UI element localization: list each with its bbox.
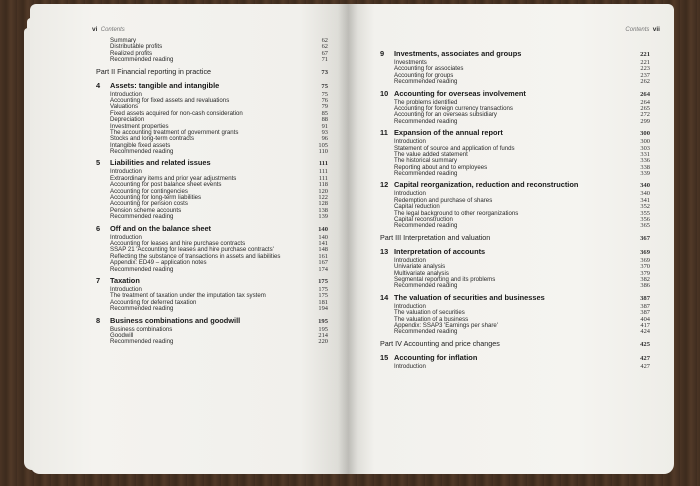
page-number: 387	[640, 302, 650, 310]
entry-title: Accounting for associates	[394, 65, 464, 73]
page-number: 96	[321, 135, 328, 143]
toc-entry	[380, 171, 650, 177]
toc-entry	[380, 79, 650, 85]
entry-title: Accounting for deferred taxation	[110, 298, 197, 306]
entry-title: Appendix: ED49 – application notes	[110, 259, 207, 267]
page-number: 424	[640, 328, 650, 336]
page-number: 93	[321, 128, 328, 136]
chapter-title: Expansion of the annual report	[394, 128, 503, 138]
toc-part-heading	[380, 234, 650, 244]
page-number: 262	[640, 78, 650, 86]
chapter-number: 10	[380, 88, 389, 98]
entry-title: Univariate analysis	[394, 263, 446, 271]
entry-title: Capital reduction	[394, 203, 440, 211]
toc-entry	[380, 329, 650, 335]
entry-title: Segmental reporting and its problems	[394, 275, 496, 283]
chapter-title: The valuation of securities and businesses	[394, 292, 545, 302]
left-page	[30, 4, 348, 474]
left-running-head: vi Contents	[92, 26, 125, 33]
page-number: 331	[640, 150, 650, 158]
page-number: 75	[321, 82, 328, 90]
page-number: 223	[640, 65, 650, 73]
toc-chapter-heading	[96, 317, 328, 327]
page-number: 367	[640, 234, 650, 242]
page-number: 161	[318, 252, 328, 260]
entry-title: Realized profits	[110, 49, 152, 57]
entry-title: Recommended reading	[394, 282, 458, 290]
entry-title: Accounting for contingencies	[110, 187, 188, 195]
toc-part-heading	[380, 340, 650, 350]
page-number: 369	[640, 248, 650, 256]
page-number: 67	[321, 49, 328, 57]
page-number: 111	[318, 160, 328, 168]
entry-title: Reflecting the substance of transactions in assets and liabilities	[110, 252, 281, 260]
page-number: 111	[318, 168, 328, 176]
page-number: 237	[640, 71, 650, 79]
page-number: 214	[318, 331, 328, 339]
page-number: 386	[640, 282, 650, 290]
entry-title: Introduction	[394, 362, 426, 370]
entry-title: Introduction	[110, 233, 142, 241]
page-number: 382	[640, 275, 650, 283]
entry-title: Investment properties	[110, 122, 169, 130]
page-number: 340	[640, 190, 650, 198]
chapter-number: 8	[96, 315, 101, 325]
page-number: 379	[640, 269, 650, 277]
entry-title: The historical summary	[394, 157, 457, 165]
page-number: 71	[321, 56, 328, 64]
entry-title: Introduction	[394, 302, 426, 310]
page-number: 341	[640, 196, 650, 204]
entry-title: Fixed assets acquired for non-cash consideration	[110, 109, 243, 117]
page-number: 76	[321, 96, 328, 104]
page-number: 300	[640, 130, 650, 138]
page-number: 105	[318, 141, 328, 149]
chapter-number: 11	[380, 128, 388, 138]
toc-entry	[380, 283, 650, 289]
page-number: 387	[640, 309, 650, 317]
book-gutter	[338, 4, 358, 474]
page-number: 336	[640, 157, 650, 165]
page-number: 122	[318, 194, 328, 202]
entry-title: Recommended reading	[394, 78, 458, 86]
page-number: 62	[321, 43, 328, 51]
entry-title: Recommended reading	[394, 170, 458, 178]
entry-title: Business combinations	[110, 325, 173, 333]
chapter-title: Accounting for inflation	[394, 352, 478, 362]
entry-title: Recommended reading	[110, 265, 174, 273]
page-number: 195	[318, 317, 328, 325]
page-number: 220	[318, 338, 328, 346]
page-number: 91	[321, 122, 328, 130]
right-toc	[380, 46, 650, 370]
chapter-title: Capital reorganization, reduction and reconstruction	[394, 180, 579, 190]
page-number: 355	[640, 209, 650, 217]
entry-title: Accounting for groups	[394, 71, 454, 79]
page-number: 427	[640, 354, 650, 362]
page-number: 272	[640, 111, 650, 119]
entry-title: Statement of source and application of funds	[394, 144, 515, 152]
entry-title: Accounting for pension costs	[110, 200, 188, 208]
entry-title: Valuations	[110, 103, 139, 111]
entry-title: Extraordinary items and prior year adjustments	[110, 174, 237, 182]
entry-title: The accounting treatment of government grants	[110, 128, 239, 136]
entry-title: Multivariate analysis	[394, 269, 449, 277]
entry-title: Summary	[110, 37, 137, 44]
chapter-title: Assets: tangible and intangible	[110, 80, 220, 90]
entry-title: Pension scheme accounts	[110, 206, 182, 214]
toc-entry	[96, 339, 328, 345]
entry-title: Capital reconstruction	[394, 216, 453, 224]
page-number: 110	[318, 148, 328, 156]
toc-entry	[96, 214, 328, 220]
entry-title: Recommended reading	[110, 305, 174, 313]
page-number: 264	[640, 90, 650, 98]
toc-entry	[96, 267, 328, 273]
entry-title: The value added statement	[394, 150, 468, 158]
chapter-title: Taxation	[110, 275, 140, 285]
chapter-number: 15	[380, 352, 389, 362]
entry-title: Recommended reading	[394, 117, 458, 125]
page-number: 120	[318, 187, 328, 195]
page-number: 369	[640, 256, 650, 264]
entry-title: Appendix: SSAP3 'Earnings per share'	[394, 321, 498, 329]
page-number: 194	[318, 305, 328, 313]
page-number: 356	[640, 216, 650, 224]
entry-title: Accounting for long-term liabilities	[110, 194, 202, 202]
chapter-number: 9	[380, 49, 385, 58]
entry-title: Intangible fixed assets	[110, 141, 171, 149]
page-number: 174	[318, 265, 328, 273]
part-title: Part III Interpretation and valuation	[380, 232, 491, 242]
entry-title: Recommended reading	[110, 213, 174, 221]
entry-title: Accounting for an overseas subsidiary	[394, 111, 497, 119]
page-number: 141	[318, 239, 328, 247]
right-page	[348, 4, 674, 474]
page-number: 140	[318, 225, 328, 233]
part-title: Part II Financial reporting in practice	[96, 66, 212, 76]
toc-entry	[380, 119, 650, 125]
entry-title: Recommended reading	[110, 56, 174, 64]
entry-title: Introduction	[394, 256, 426, 264]
entry-title: Goodwill	[110, 331, 134, 339]
page-number: 118	[318, 181, 328, 189]
page-number: 167	[318, 259, 328, 267]
page-number: 139	[318, 213, 328, 221]
open-book	[22, 4, 677, 480]
entry-title: Recommended reading	[110, 338, 174, 346]
entry-title: The valuation of a business	[394, 315, 469, 323]
entry-title: Investments	[394, 59, 427, 66]
entry-title: Distributable profits	[110, 43, 163, 51]
entry-title: The problems identified	[394, 98, 458, 106]
page-number: 221	[640, 51, 650, 58]
entry-title: Depreciation	[110, 116, 145, 124]
entry-title: Reporting about and to employees	[394, 163, 488, 171]
chapter-title: Off and on the balance sheet	[110, 223, 212, 233]
page-number: 140	[318, 233, 328, 241]
entry-title: Stocks and long-term contracts	[110, 135, 194, 143]
entry-title: SSAP 21 'Accounting for leases and hire purchase contracts'	[110, 246, 274, 254]
chapter-number: 6	[96, 223, 101, 233]
toc-entry	[380, 364, 650, 370]
toc-entry	[96, 149, 328, 155]
entry-title: Recommended reading	[110, 148, 174, 156]
chapter-title: Investments, associates and groups	[394, 49, 522, 58]
page-number: 128	[318, 200, 328, 208]
page-number: 148	[318, 246, 328, 254]
chapter-title: Business combinations and goodwill	[110, 315, 241, 325]
page-number: 195	[318, 325, 328, 333]
page-number: 181	[318, 298, 328, 306]
page-number: 338	[640, 163, 650, 171]
right-running-head: Contents vii	[625, 26, 660, 33]
entry-title: Recommended reading	[394, 222, 458, 230]
page-number: 85	[321, 109, 328, 117]
page-number: 404	[640, 315, 650, 323]
entry-title: The valuation of securities	[394, 309, 465, 317]
entry-title: Introduction	[110, 90, 142, 98]
page-number: 264	[640, 98, 650, 106]
page-number: 75	[321, 90, 328, 98]
page-number: 175	[318, 292, 328, 300]
entry-title: Introduction	[110, 285, 142, 293]
chapter-number: 14	[380, 292, 389, 302]
entry-title: Accounting for fixed assets and revaluations	[110, 96, 230, 104]
page-number: 175	[318, 277, 328, 285]
page-number: 425	[640, 340, 650, 348]
entry-title: Accounting for leases and hire purchase contracts	[110, 239, 246, 247]
chapter-title: Interpretation of accounts	[394, 246, 486, 256]
entry-title: Accounting for post balance sheet events	[110, 181, 222, 189]
entry-title: Recommended reading	[394, 328, 458, 336]
page-number: 340	[640, 182, 650, 190]
toc-entry	[96, 57, 328, 63]
page-number: 303	[640, 144, 650, 152]
page-number: 352	[640, 203, 650, 211]
entry-title: The treatment of taxation under the imputation tax system	[110, 292, 266, 300]
chapter-title: Liabilities and related issues	[110, 158, 211, 168]
chapter-title: Accounting for overseas involvement	[394, 88, 526, 98]
page-number: 365	[640, 222, 650, 230]
page-number: 88	[321, 116, 328, 124]
entry-title: Introduction	[394, 138, 426, 146]
page-number: 300	[640, 138, 650, 146]
page-number: 265	[640, 104, 650, 112]
page-number: 138	[318, 206, 328, 214]
chapter-number: 12	[380, 180, 389, 190]
chapter-number: 7	[96, 275, 101, 285]
entry-title: Introduction	[394, 190, 426, 198]
entry-title: Introduction	[110, 168, 142, 176]
page-number: 73	[321, 68, 328, 76]
page-number: 387	[640, 294, 650, 302]
entry-title: Redemption and purchase of shares	[394, 196, 493, 204]
page-number: 175	[318, 285, 328, 293]
page-number: 299	[640, 117, 650, 125]
chapter-number: 13	[380, 246, 389, 256]
entry-title: Accounting for foreign currency transactions	[394, 104, 513, 112]
left-toc	[96, 38, 328, 346]
page-number: 417	[640, 321, 650, 329]
page-number: 221	[640, 59, 650, 66]
toc-part-heading	[96, 68, 328, 78]
chapter-number: 5	[96, 158, 101, 168]
toc-entry	[380, 223, 650, 229]
page-number: 370	[640, 263, 650, 271]
page-number: 62	[321, 37, 328, 44]
page-number: 79	[321, 103, 328, 111]
toc-entry	[96, 306, 328, 312]
page-number: 111	[318, 174, 328, 182]
page-number: 339	[640, 170, 650, 178]
page-number: 427	[640, 362, 650, 370]
entry-title: The legal background to other reorganizations	[394, 209, 519, 217]
part-title: Part IV Accounting and price changes	[380, 338, 500, 348]
chapter-number: 4	[96, 80, 101, 90]
